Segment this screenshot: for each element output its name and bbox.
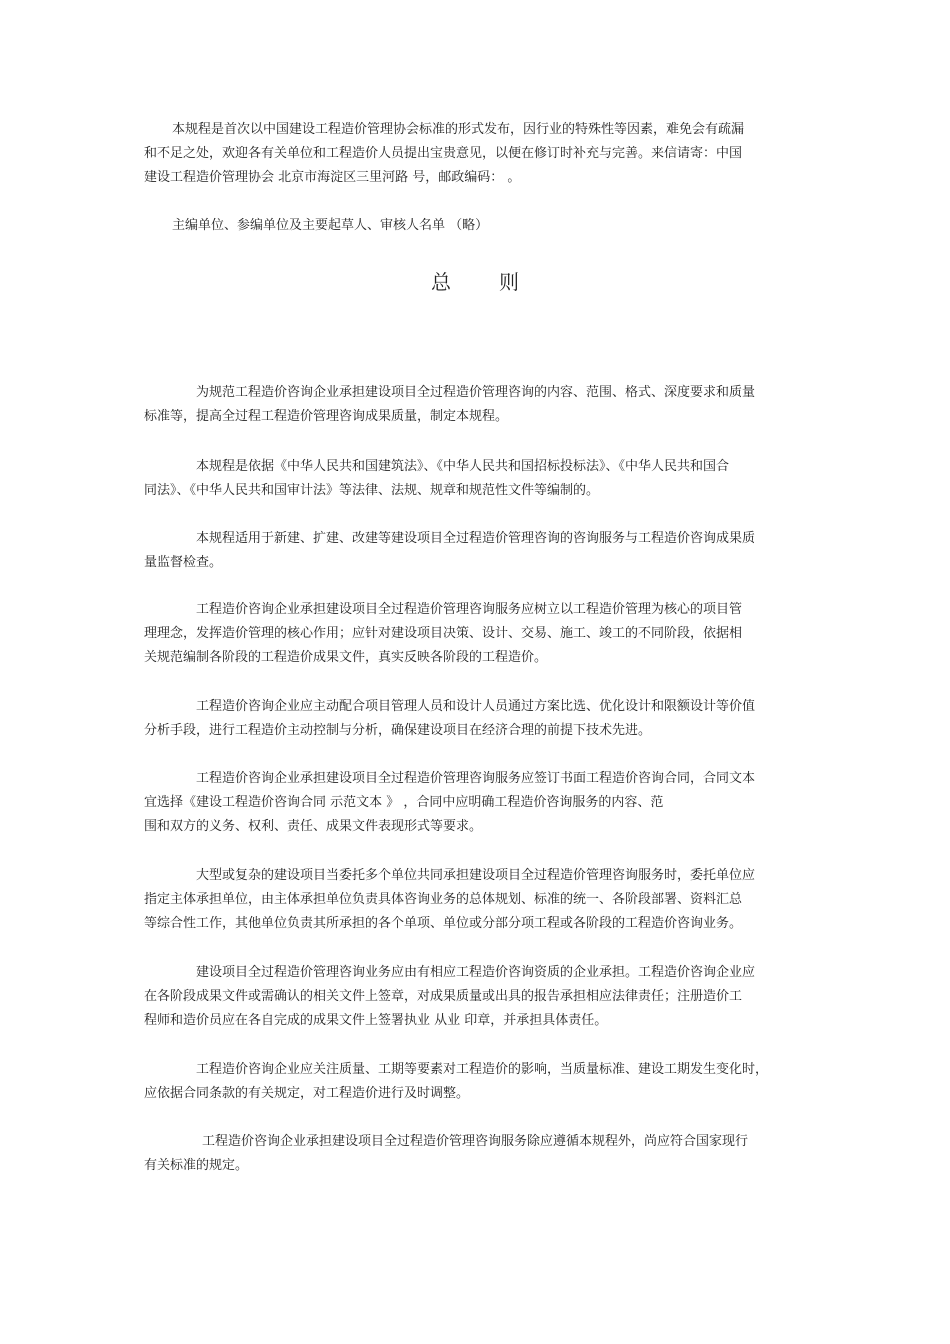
text-line: 量监督检查。 [144, 555, 223, 570]
body-paragraph [144, 961, 806, 1033]
text-line: 大型或复杂的建设项目当委托多个单位共同承担建设项目全过程造价管理咨询服务时，委托单位应 [196, 868, 756, 883]
section-title-right: 则 [499, 270, 519, 294]
body-paragraph [144, 598, 806, 670]
text-line: 工程造价咨询企业应关注质量、工期等要素对工程造价的影响，当质量标准、建设工期发生变化时， [196, 1062, 769, 1077]
text-line: 指定主体承担单位，由主体承担单位负责具体咨询业务的总体规划、标准的统一、各阶段部署、资料汇总 [144, 892, 743, 907]
body-paragraph [144, 455, 806, 503]
text-line: 工程造价咨询企业承担建设项目全过程造价管理咨询服务应树立以工程造价管理为核心的项目管 [196, 602, 743, 617]
body-paragraph [144, 1058, 806, 1106]
text-line: 标准等，提高全过程工程造价管理咨询成果质量，制定本规程。 [144, 409, 509, 424]
preface-paragraph [144, 118, 806, 190]
text-line: 同法》、《中华人民共和国审计法》等法律、法规、规章和规范性文件等编制的。 [144, 483, 600, 498]
text-line: 等综合性工作，其他单位负责其所承担的各个单项、单位或分部分项工程或各阶段的工程造价咨询业务。 [144, 916, 743, 931]
text-line: 建设项目全过程造价管理咨询业务应由有相应工程造价咨询资质的企业承担。工程造价咨询企业应 [196, 965, 756, 980]
text-line: 围和双方的义务、权利、责任、成果文件表现形式等要求。 [144, 819, 483, 834]
text-line: 为规范工程造价咨询企业承担建设项目全过程造价管理咨询的内容、范围、格式、深度要求和质量 [196, 385, 756, 400]
text-line: 关规范编制各阶段的工程造价成果文件，真实反映各阶段的工程造价。 [144, 650, 548, 665]
text-line: 建设工程造价管理协会 北京市海淀区三里河路 号，邮政编码： 。 [144, 170, 521, 185]
body-paragraph [144, 695, 806, 743]
text-line: 在各阶段成果文件或需确认的相关文件上签章，对成果质量或出具的报告承担相应法律责任；注册造价工 [144, 989, 743, 1004]
text-line: 分析手段，进行工程造价主动控制与分析，确保建设项目在经济合理的前提下技术先进。 [144, 723, 652, 738]
text-line: 工程造价咨询企业承担建设项目全过程造价管理咨询服务应签订书面工程造价咨询合同，合同文本 [196, 771, 756, 786]
text-line: 应依据合同条款的有关规定，对工程造价进行及时调整。 [144, 1086, 470, 1101]
text-line: 工程造价咨询企业承担建设项目全过程造价管理咨询服务除应遵循本规程外，尚应符合国家现行 [202, 1134, 749, 1149]
body-paragraph [144, 527, 806, 575]
text-line: 本规程是首次以中国建设工程造价管理协会标准的形式发布，因行业的特殊性等因素，难免会有疏漏 [172, 122, 745, 137]
text-line: 本规程是依据《中华人民共和国建筑法》、《中华人民共和国招标投标法》、《中华人民共和国合 [196, 459, 730, 474]
body-paragraph [144, 1130, 806, 1178]
text-line: 和不足之处，欢迎各有关单位和工程造价人员提出宝贵意见，以便在修订时补充与完善。来信请寄：中国 [144, 146, 743, 161]
text-line: 主编单位、参编单位及主要起草人、审核人名单 （略） [172, 218, 489, 233]
text-line: 工程造价咨询企业应主动配合项目管理人员和设计人员通过方案比选、优化设计和限额设计等价值 [196, 699, 756, 714]
section-title [0, 266, 950, 295]
body-paragraph [144, 864, 806, 936]
body-paragraph [144, 381, 806, 429]
text-line: 宜选择《建设工程造价咨询合同 示范文本 》 ，合同中应明确工程造价咨询服务的内容、范 [144, 795, 664, 810]
text-line: 程师和造价员应在各自完成的成果文件上签署执业 从业 印章，并承担具体责任。 [144, 1013, 608, 1028]
text-line: 理理念，发挥造价管理的核心作用；应针对建设项目决策、设计、交易、施工、竣工的不同阶段，依据相 [144, 626, 743, 641]
editors-note [144, 214, 806, 238]
body-paragraph [144, 767, 806, 839]
text-line: 本规程适用于新建、扩建、改建等建设项目全过程造价管理咨询的咨询服务与工程造价咨询成果质 [196, 531, 756, 546]
section-title-left: 总 [431, 270, 451, 294]
text-line: 有关标准的规定。 [144, 1158, 249, 1173]
